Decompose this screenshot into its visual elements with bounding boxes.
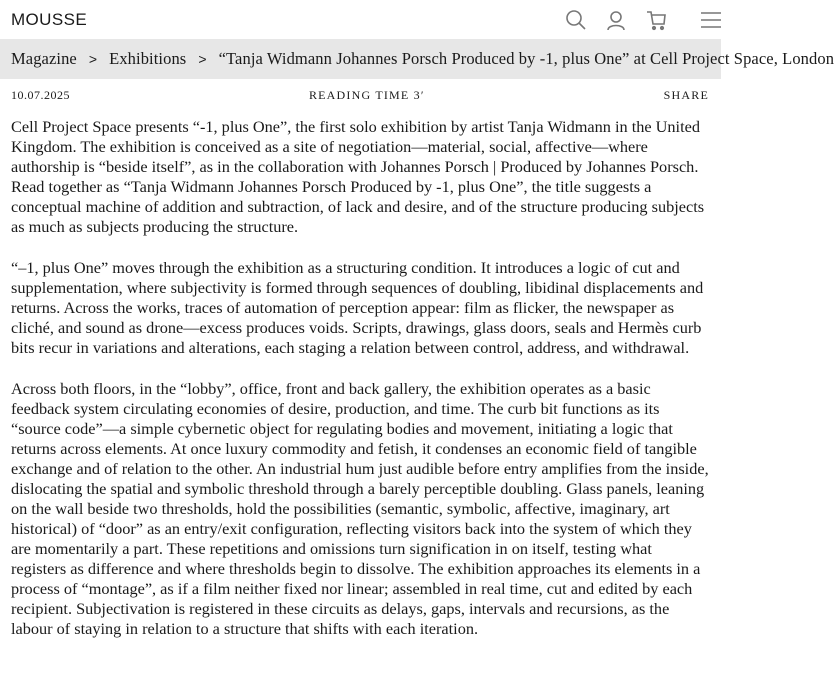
article-body	[0, 111, 721, 639]
user-icon[interactable]	[605, 9, 627, 31]
article-meta	[0, 79, 721, 111]
site-logo[interactable]: MOUSSE	[11, 9, 88, 29]
article-date: 10.07.2025	[11, 87, 70, 102]
breadcrumb	[0, 39, 834, 79]
breadcrumb-magazine[interactable]: Magazine	[11, 49, 77, 68]
header-icons	[521, 0, 721, 39]
search-icon[interactable]	[565, 9, 587, 31]
cart-icon[interactable]	[645, 9, 667, 31]
share-button[interactable]: SHARE	[663, 87, 709, 102]
breadcrumb-exhibitions[interactable]: Exhibitions	[109, 49, 187, 68]
reading-time: READING TIME 3′	[308, 87, 425, 102]
top-navigation	[0, 0, 721, 39]
breadcrumb-separator: >	[198, 51, 207, 67]
breadcrumb-current: “Tanja Widmann Johannes Porsch Produced by -1, plus One” at Cell Project Space, London	[218, 49, 834, 68]
menu-icon[interactable]	[699, 9, 721, 31]
article-paragraph: “–1, plus One” moves through the exhibition as a structuring condition. It introduces a logic of cut and supplementation, where subjectivity is formed through sequences of doubling, libidinal displacements and returns. Across the works, traces of automation of perception appear: film as flicker, the newspaper as cliché, and sound as drone—excess produces voids. Scripts, drawings, glass doors, seals and Hermès curb bits recur in variations and alterations, each staging a relation between control, address, and withdrawal.	[11, 258, 704, 357]
article-paragraph: Across both floors, in the “lobby”, office, front and back gallery, the exhibition operates as a basic feedback system circulating economies of desire, production, and time. The curb bit functions as its “source code”—a simple cybernetic object for regulating bodies and movement, initiating a logic that returns across elements. At once luxury commodity and fetish, it condenses an economic field of tangible exchange and of relation to the other. An industrial hum just audible before entry amplifies from the inside, dislocating the spatial and symbolic threshold through a barely perceptible doubling. Glass panels, leaning on the wall beside two thresholds, hold the possibilities (semantic, symbolic, affective, imaginary, art historical) of “door” as an entry/exit configuration, reflecting visitors back into the system of which they are momentarily a part. These repetitions and omissions turn signification in on itself, testing what registers as difference and where thresholds begin to dissolve. The exhibition approaches its elements in a process of “montage”, as if a film neither fixed nor linear; assembled in real time, cut and edited by each recipient. Subjectivation is registered in these circuits as delays, gaps, intervals and recursions, as the labour of staying in relation to a structure that shifts with each iteration.	[11, 379, 709, 638]
breadcrumb-separator: >	[88, 51, 98, 67]
article-paragraph: Cell Project Space presents “-1, plus One”, the first solo exhibition by artist Tanja Widmann in the United Kingdom. The exhibition is conceived as a site of negotiation—material, social, affective—where authorship is “beside itself”, as in the collaboration with Johannes Porsch | Produced by Johannes Porsch. Read together as “Tanja Widmann Johannes Porsch Produced by -1, plus One”, the title suggests a conceptual machine of addition and subtraction, of lack and desire, and of the structure producing subjects as much as subjects producing the structure.	[11, 117, 705, 236]
